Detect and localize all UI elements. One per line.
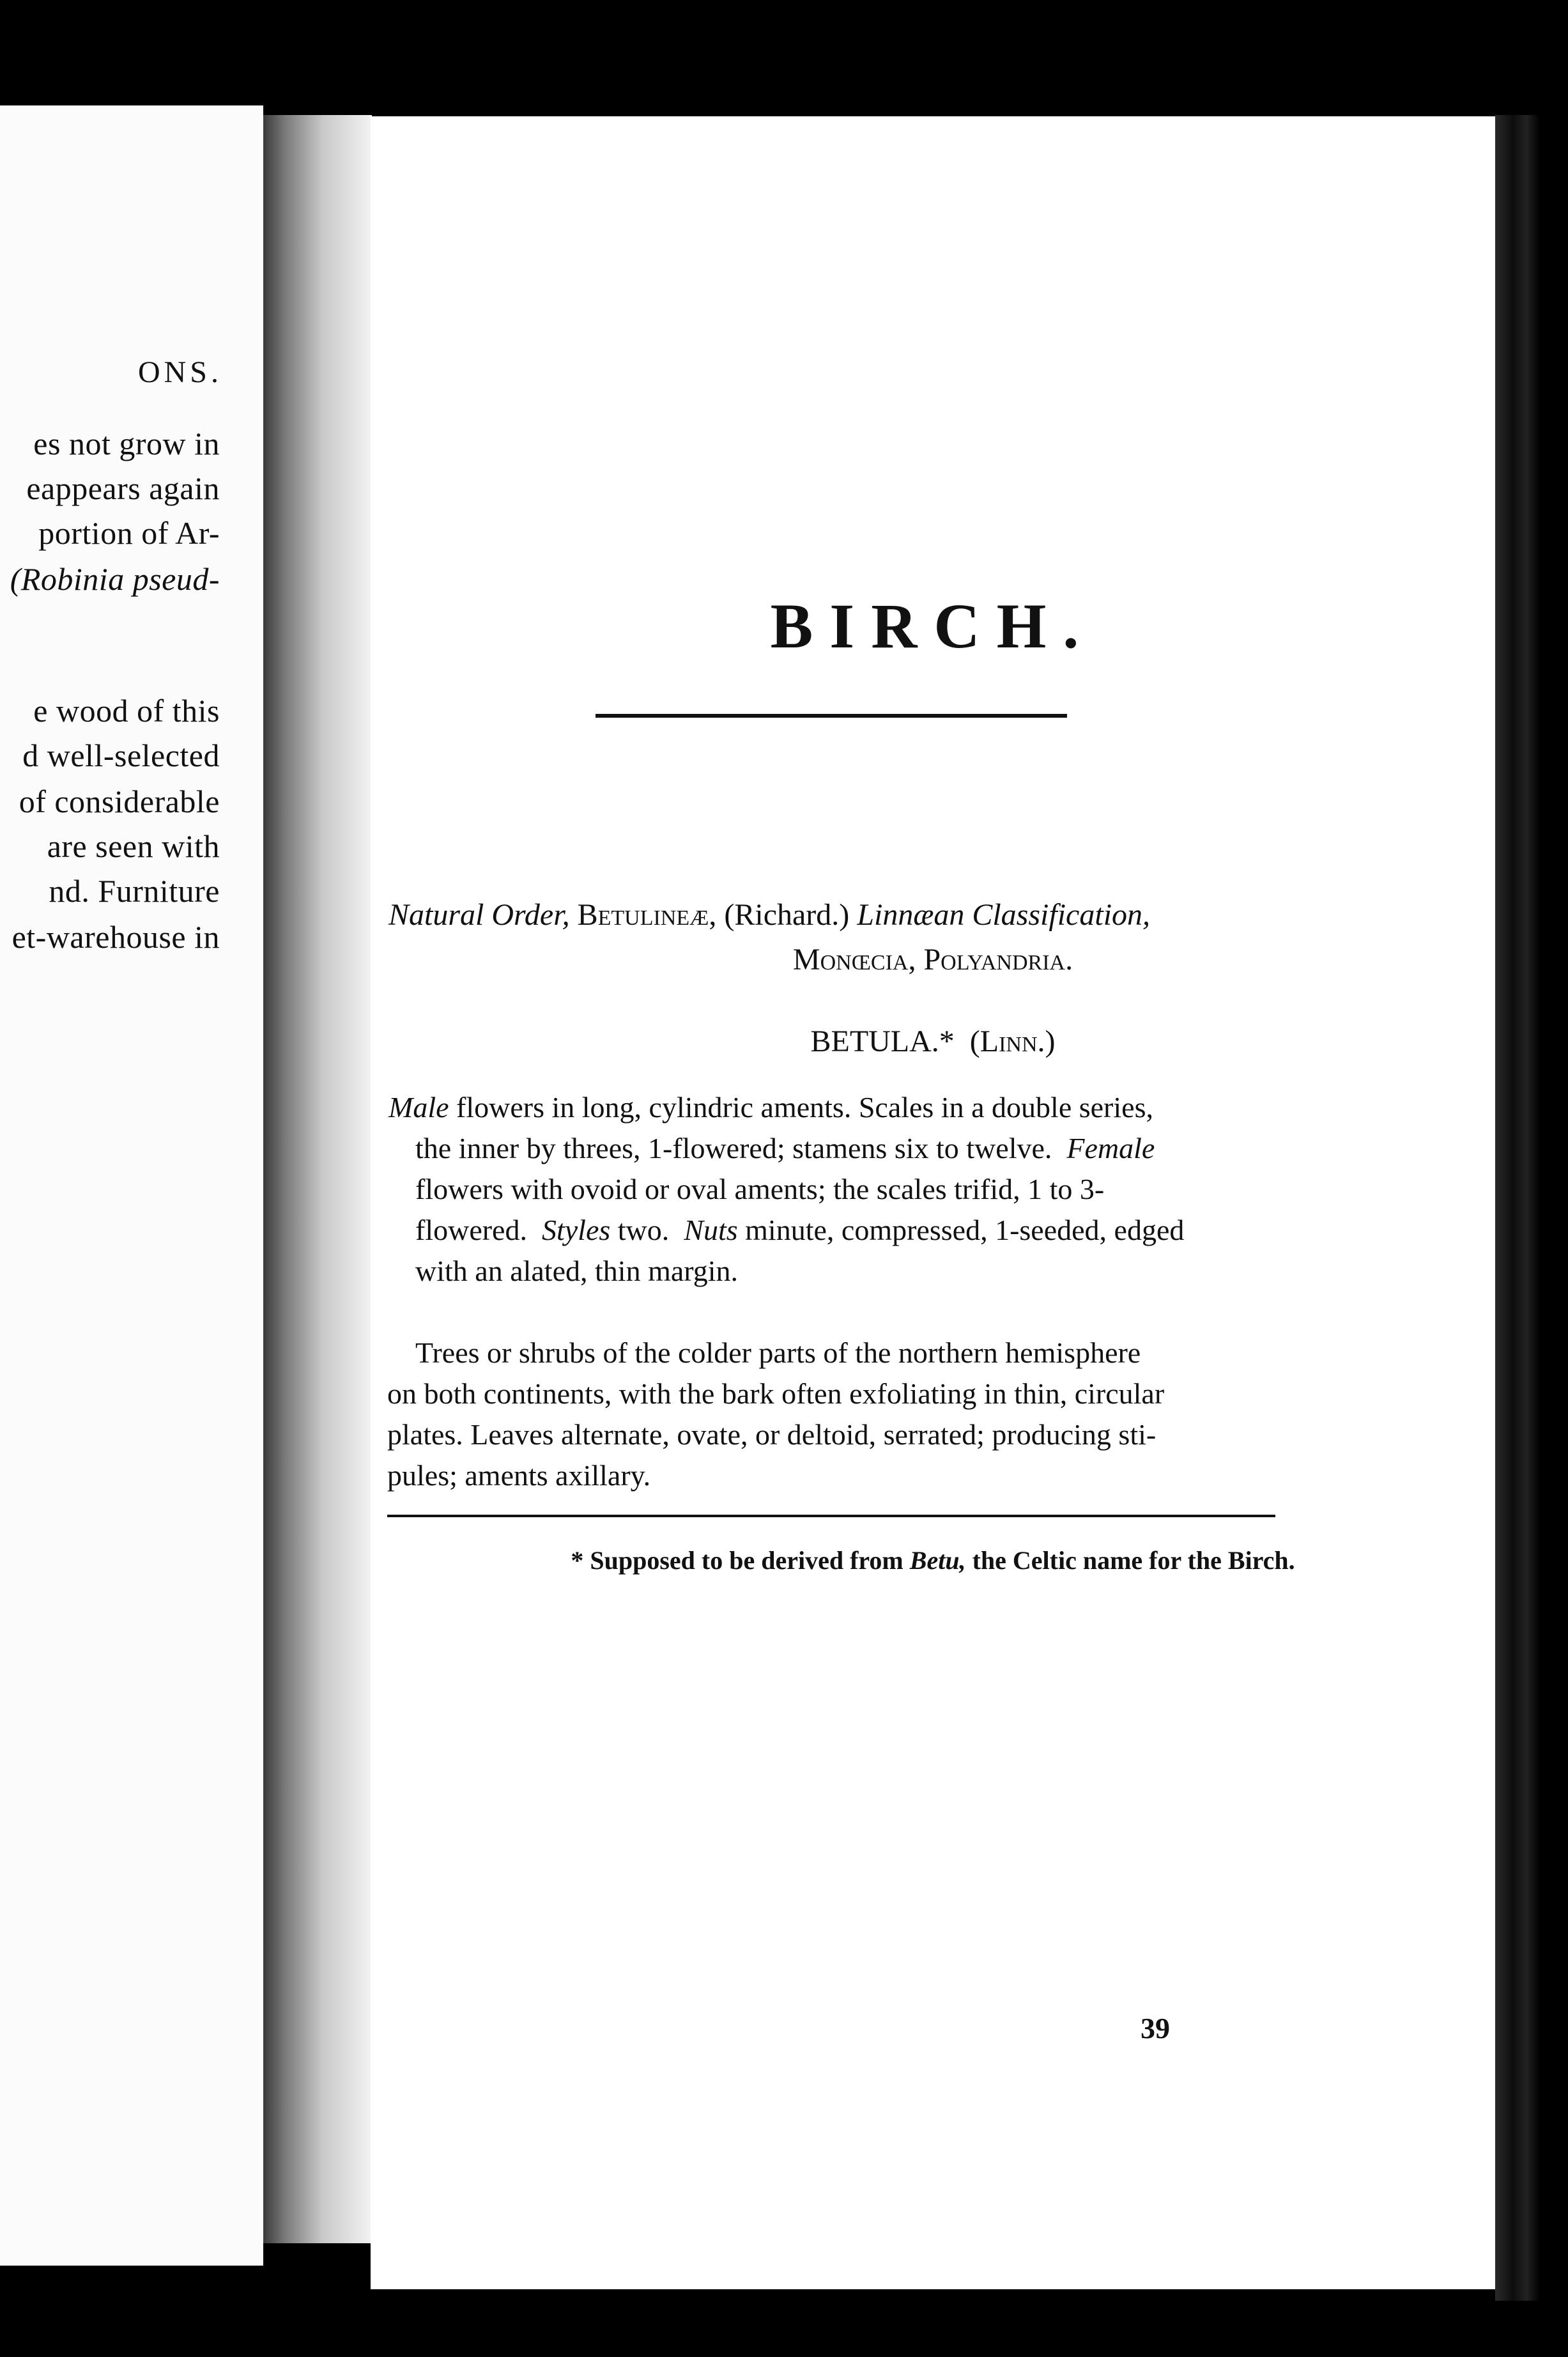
description-text: flowers in long, cylindric aments. Scales in a double series, [449,1091,1153,1124]
description-text: the inner by threes, 1-flowered; stamens six to twelve. [415,1132,1052,1164]
styles-term: Styles [541,1214,611,1246]
footnote-text: * Supposed to be derived from [571,1546,910,1575]
description-line [415,1216,1184,1245]
description-line: flowers with ovoid or oval aments; the scales trifid, 1 to 3- [415,1173,1105,1205]
description-text: two. [610,1214,670,1246]
description-line [388,1093,1153,1122]
left-page-line: portion of Ar- [38,515,220,551]
book-page-edges [1495,115,1540,2301]
left-page-line: (Robinia pseud- [10,561,220,597]
page-number: 39 [1141,2012,1170,2044]
left-page-line: d well-selected [22,738,220,773]
left-page-line: e wood of this [33,693,220,729]
left-page-line: et-warehouse in [12,919,220,955]
range-line: on both continents, with the bark often exfoliating in thin, circular [387,1377,1165,1410]
description-text: minute, compressed, 1-seeded, edged [737,1214,1185,1246]
genus-line [371,1026,1495,1057]
linnaean-label: Linnæan Classification, [857,898,1151,932]
book-gutter-shadow [263,115,372,2243]
range-line: Trees or shrubs of the colder parts of the northern hemisphere [415,1336,1141,1369]
natural-order-value: Betulineæ, [577,898,717,932]
linnaean-value: Monœcia, Polyandria. [792,943,1073,977]
left-page-line: nd. Furniture [49,873,220,909]
footnote-term: Betu, [909,1546,966,1575]
nuts-term: Nuts [684,1214,738,1246]
left-facing-page [0,105,263,2266]
genus-authority: (Linn.) [969,1024,1056,1058]
female-term: Female [1066,1132,1155,1164]
natural-order-label: Natural Order, [388,898,570,932]
footnote-rule [387,1515,1275,1517]
page-title: BIRCH. [770,591,1096,661]
title-rule [596,714,1067,718]
range-line: pules; aments axillary. [387,1459,651,1492]
right-page [371,116,1495,2289]
footnote-text: the Celtic name for the Birch. [965,1546,1295,1575]
description-text: flowered. [415,1214,527,1246]
left-page-heading-fragment: ONS. [137,355,222,389]
left-page-line: of considerable [19,784,220,819]
left-page-line: eappears again [26,470,220,506]
left-page-line: are seen with [47,828,220,864]
left-page-line: es not grow in [33,426,220,461]
genus-name: BETULA.* [810,1024,955,1058]
description-line [415,1134,1155,1163]
range-line: plates. Leaves alternate, ovate, or deltoid, serrated; producing sti- [387,1418,1157,1451]
description-line: with an alated, thin margin. [415,1255,739,1287]
male-term: Male [388,1091,449,1124]
natural-order-authority: (Richard.) [724,898,850,932]
footnote [371,1545,1495,1575]
natural-order-line [388,900,1150,931]
